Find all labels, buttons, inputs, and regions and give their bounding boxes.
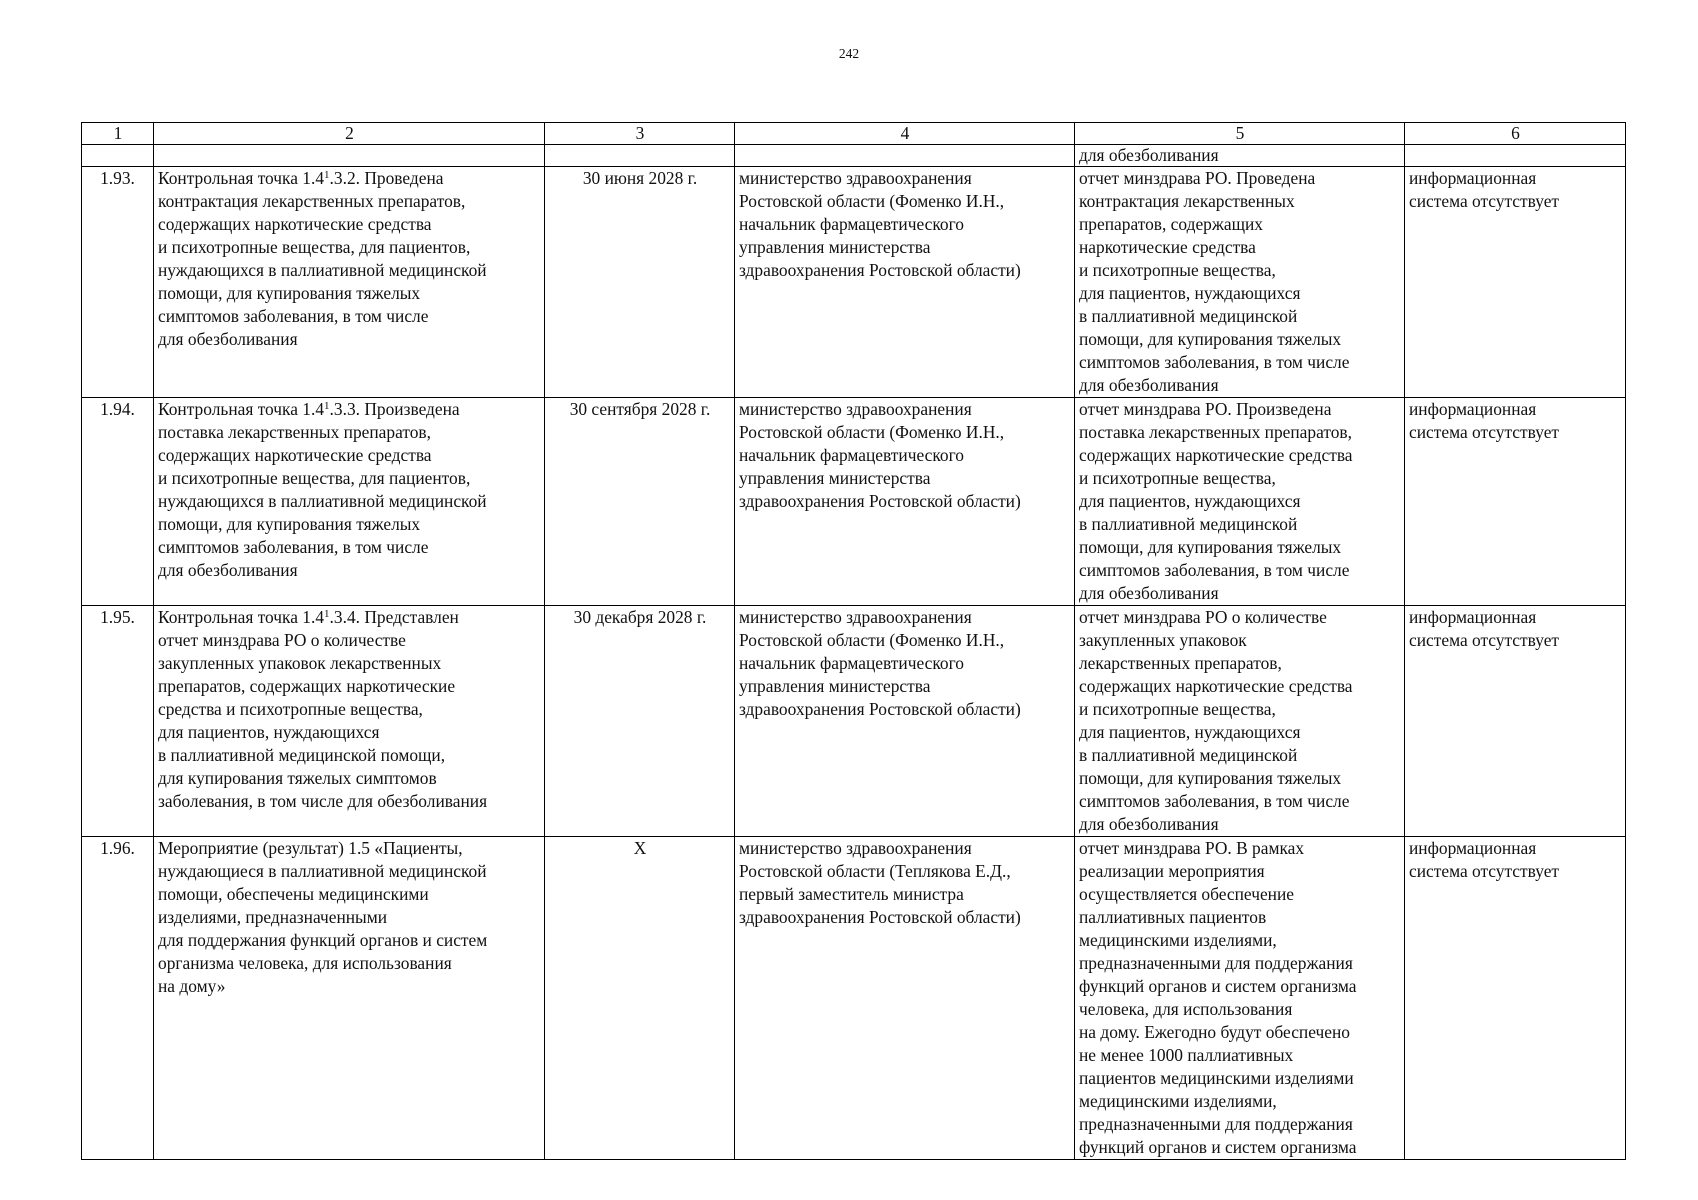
result-document: отчет минздрава РО. Произведена поставка лекарственных препаратов, содержащих наркотические средства и психотропные вещества, для пациентов, нуждающихся в паллиативной медицинской помощи, для купирования тяжелых симптомов заболевания, в том числе для обезболивания <box>1075 398 1405 606</box>
due-date: 30 сентября 2028 г. <box>545 398 735 606</box>
information-system: информационная система отсутствует <box>1405 167 1626 398</box>
result-document: отчет минздрава РО. В рамках реализации мероприятия осуществляется обеспечение паллиативных пациентов медицинскими изделиями, предназначенными для поддержания функций органов и систем организма человека, для использования на дому. Ежегодно будут обеспечено не менее 1000 паллиативных пациентов медицинскими изделиями медицинскими изделиями, предназначенными для поддержания функций органов и систем организма <box>1075 837 1405 1160</box>
control-point-description <box>154 606 545 837</box>
due-date: 30 декабря 2028 г. <box>545 606 735 837</box>
superscript: 1 <box>324 400 330 412</box>
table-row <box>82 606 1626 837</box>
page-number: 242 <box>838 46 860 61</box>
description-prefix: Контрольная точка 1.4 <box>158 607 325 627</box>
description-prefix: Контрольная точка 1.4 <box>158 399 325 419</box>
superscript: 1 <box>324 608 330 620</box>
control-point-description <box>154 398 545 606</box>
table-row <box>82 167 1626 398</box>
table-row <box>82 398 1626 606</box>
table-row <box>82 837 1626 1160</box>
description-prefix: Контрольная точка 1.4 <box>158 168 325 188</box>
continuation-cell-2 <box>154 145 545 167</box>
control-point-description <box>154 167 545 398</box>
continuation-cell-3 <box>545 145 735 167</box>
information-system: информационная система отсутствует <box>1405 606 1626 837</box>
measure-description <box>154 837 545 1160</box>
column-number-5: 5 <box>1075 123 1405 145</box>
information-system: информационная система отсутствует <box>1405 398 1626 606</box>
column-number-6: 6 <box>1405 123 1626 145</box>
description-rest: .3.3. Произведена поставка лекарственных препаратов, содержащих наркотические средства и психотропные вещества, для пациентов, нуждающихся в паллиативной медицинской помощи, для купирования тяжелых симптомов заболевания, в том числе для обезболивания <box>158 399 487 580</box>
column-number-1: 1 <box>82 123 154 145</box>
row-number: 1.95. <box>82 606 154 837</box>
continuation-cell-5: для обезболивания <box>1075 145 1405 167</box>
continuation-cell-4 <box>735 145 1075 167</box>
document-table <box>81 122 1626 1160</box>
continuation-cell-6 <box>1405 145 1626 167</box>
result-document: отчет минздрава РО. Проведена контрактация лекарственных препаратов, содержащих наркотические средства и психотропные вещества, для пациентов, нуждающихся в паллиативной медицинской помощи, для купирования тяжелых симптомов заболевания, в том числе для обезболивания <box>1075 167 1405 398</box>
column-number-4: 4 <box>735 123 1075 145</box>
responsible-executor: министерство здравоохранения Ростовской области (Фоменко И.Н., начальник фармацевтического управления министерства здравоохранения Ростовской области) <box>735 167 1075 398</box>
due-date: 30 июня 2028 г. <box>545 167 735 398</box>
row-number: 1.94. <box>82 398 154 606</box>
responsible-executor: министерство здравоохранения Ростовской области (Теплякова Е.Д., первый заместитель министра здравоохранения Ростовской области) <box>735 837 1075 1160</box>
row-number: 1.93. <box>82 167 154 398</box>
due-date: X <box>545 837 735 1160</box>
responsible-executor: министерство здравоохранения Ростовской области (Фоменко И.Н., начальник фармацевтического управления министерства здравоохранения Ростовской области) <box>735 606 1075 837</box>
row-number: 1.96. <box>82 837 154 1160</box>
continuation-row <box>82 145 1626 167</box>
column-number-3: 3 <box>545 123 735 145</box>
superscript: 1 <box>324 169 330 181</box>
description-rest: .3.4. Представлен отчет минздрава РО о количестве закупленных упаковок лекарственных препаратов, содержащих наркотические средства и психотропные вещества, для пациентов, нуждающихся в паллиативной медицинской помощи, для купирования тяжелых симптомов заболевания, в том числе для обезболивания <box>158 607 488 811</box>
responsible-executor: министерство здравоохранения Ростовской области (Фоменко И.Н., начальник фармацевтического управления министерства здравоохранения Ростовской области) <box>735 398 1075 606</box>
column-number-2: 2 <box>154 123 545 145</box>
column-number-header-row <box>82 123 1626 145</box>
result-document: отчет минздрава РО о количестве закупленных упаковок лекарственных препаратов, содержащих наркотические средства и психотропные вещества, для пациентов, нуждающихся в паллиативной медицинской помощи, для купирования тяжелых симптомов заболевания, в том числе для обезболивания <box>1075 606 1405 837</box>
continuation-cell-1 <box>82 145 154 167</box>
description-rest: .3.2. Проведена контрактация лекарственных препаратов, содержащих наркотические средства и психотропные вещества, для пациентов, нуждающихся в паллиативной медицинской помощи, для купирования тяжелых симптомов заболевания, в том числе для обезболивания <box>158 168 487 349</box>
information-system: информационная система отсутствует <box>1405 837 1626 1160</box>
description-prefix: Мероприятие (результат) 1.5 «Пациенты, нуждающиеся в паллиативной медицинской помощи, обеспечены медицинскими изделиями, предназначенными для поддержания функций органов и систем организма человека, для использования на дому» <box>158 838 488 996</box>
